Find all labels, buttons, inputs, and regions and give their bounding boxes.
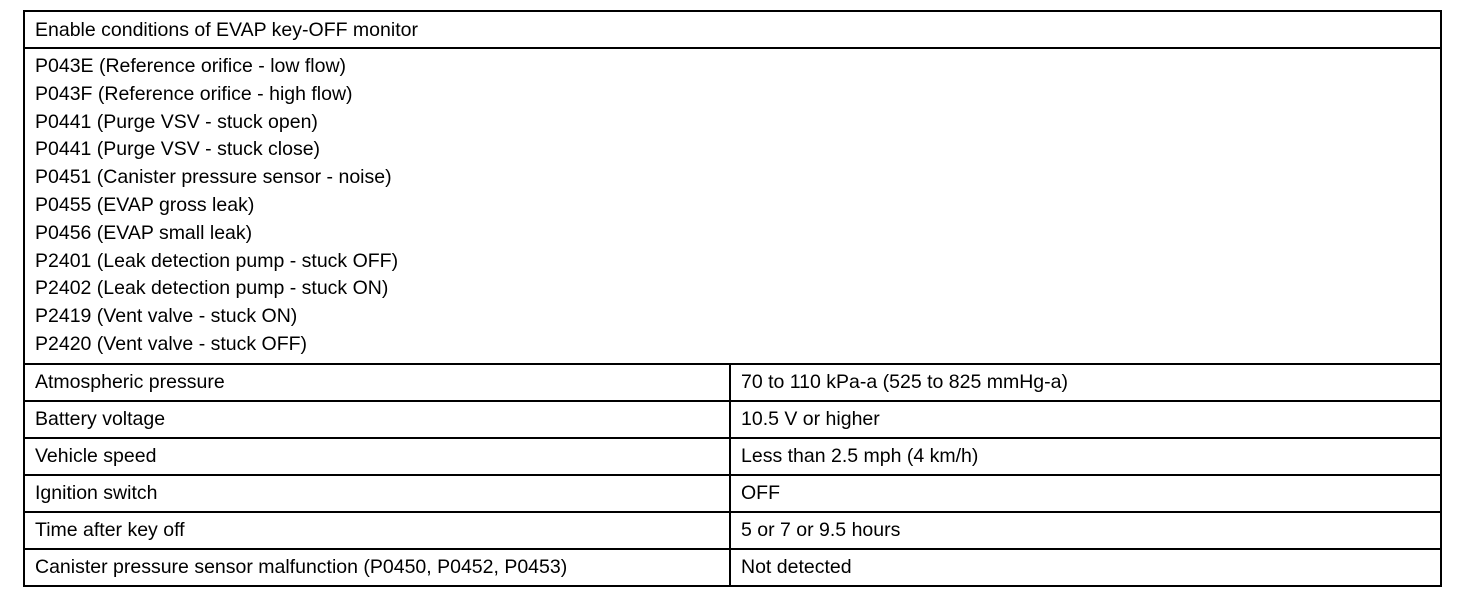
- condition-value: Less than 2.5 mph (4 km/h): [730, 438, 1441, 475]
- condition-value: 70 to 110 kPa-a (525 to 825 mmHg-a): [730, 364, 1441, 401]
- table-title-row: [24, 11, 1441, 48]
- dtc-list: [24, 48, 1441, 364]
- dtc-item: P0456 (EVAP small leak): [35, 221, 253, 244]
- condition-row-atmospheric-pressure: [24, 364, 1441, 401]
- condition-item: Canister pressure sensor malfunction (P0450, P0452, P0453): [24, 549, 730, 586]
- condition-row-battery-voltage: [24, 401, 1441, 438]
- enable-conditions-table: [23, 10, 1442, 587]
- condition-item: Ignition switch: [24, 475, 730, 512]
- condition-row-canister-pressure-sensor: [24, 549, 1441, 586]
- dtc-item: P0455 (EVAP gross leak): [35, 193, 255, 216]
- condition-row-vehicle-speed: [24, 438, 1441, 475]
- condition-item: Atmospheric pressure: [24, 364, 730, 401]
- condition-value: 5 or 7 or 9.5 hours: [730, 512, 1441, 549]
- dtc-item: P2420 (Vent valve - stuck OFF): [35, 332, 308, 355]
- dtc-item: P2419 (Vent valve - stuck ON): [35, 305, 298, 328]
- dtc-item: P2402 (Leak detection pump - stuck ON): [35, 277, 389, 300]
- dtc-item: P0441 (Purge VSV - stuck open): [35, 110, 318, 133]
- condition-item: Vehicle speed: [24, 438, 730, 475]
- condition-row-time-after-key-off: [24, 512, 1441, 549]
- condition-value: OFF: [730, 475, 1441, 512]
- dtc-item: P2401 (Leak detection pump - stuck OFF): [35, 249, 399, 272]
- condition-item: Time after key off: [24, 512, 730, 549]
- dtc-list-row: [24, 48, 1441, 364]
- dtc-item: P0451 (Canister pressure sensor - noise): [35, 166, 392, 189]
- dtc-item: P043F (Reference orifice - high flow): [35, 82, 353, 105]
- condition-value: Not detected: [730, 549, 1441, 586]
- dtc-item: P043E (Reference orifice - low flow): [35, 55, 347, 77]
- dtc-item: P0441 (Purge VSV - stuck close): [35, 138, 321, 161]
- condition-item: Battery voltage: [24, 401, 730, 438]
- condition-value: 10.5 V or higher: [730, 401, 1441, 438]
- table-title: Enable conditions of EVAP key-OFF monitor: [24, 11, 1441, 48]
- condition-row-ignition-switch: [24, 475, 1441, 512]
